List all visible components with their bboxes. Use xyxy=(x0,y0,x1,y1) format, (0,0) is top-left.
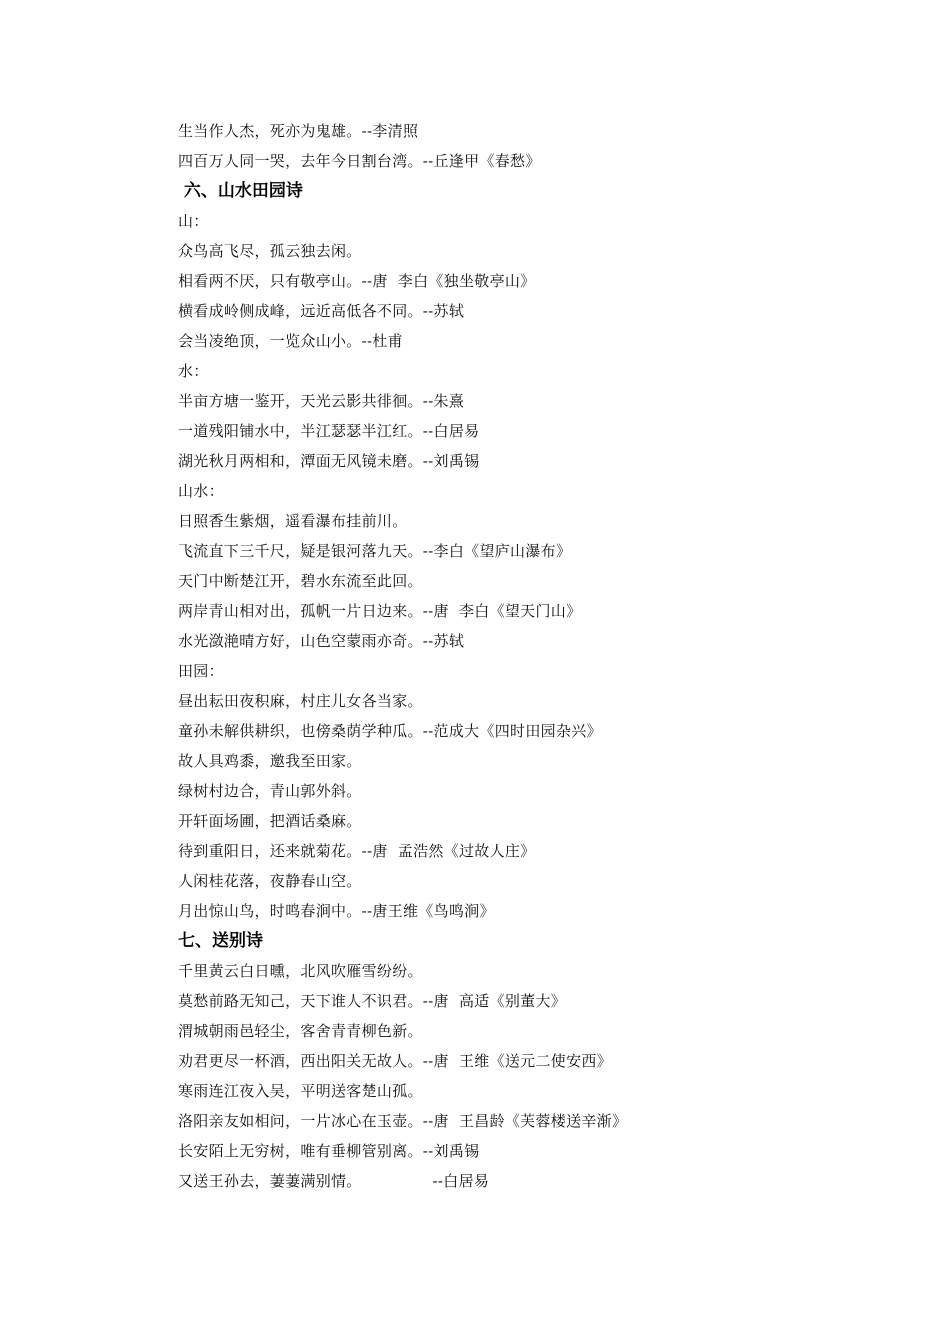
poem-line: 横看成岭侧成峰，远近高低各不同。--苏轼 xyxy=(178,302,465,320)
poem-line: 会当凌绝顶，一览众山小。--杜甫 xyxy=(178,332,403,350)
poem-line: 水： xyxy=(178,362,209,380)
poem-line: 相看两不厌，只有敬亭山。--唐 李白《独坐敬亭山》 xyxy=(178,272,536,290)
poem-line: 山水： xyxy=(178,482,224,500)
poem-line: 四百万人同一哭，去年今日割台湾。--丘逢甲《春愁》 xyxy=(178,152,541,170)
poem-line: 童孙未解供耕织，也傍桑荫学种瓜。--范成大《四时田园杂兴》 xyxy=(178,722,602,740)
poem-line: 田园： xyxy=(178,662,224,680)
poem-line: 昼出耘田夜积麻，村庄儿女各当家。 xyxy=(178,692,423,710)
poem-line: 待到重阳日，还来就菊花。--唐 孟浩然《过故人庄》 xyxy=(178,842,536,860)
poem-list xyxy=(178,116,898,1196)
poem-line: 洛阳亲友如相问，一片冰心在玉壶。--唐 王昌龄《芙蓉楼送辛渐》 xyxy=(178,1112,628,1130)
poem-line: 日照香生紫烟，遥看瀑布挂前川。 xyxy=(178,512,408,530)
poem-line: 半亩方塘一鉴开，天光云影共徘徊。--朱熹 xyxy=(178,392,465,410)
poem-line: 天门中断楚江开，碧水东流至此回。 xyxy=(178,572,423,590)
poem-line: 众鸟高飞尽，孤云独去闲。 xyxy=(178,242,362,260)
poem-line: 莫愁前路无知己，天下谁人不识君。--唐 高适《别董大》 xyxy=(178,992,567,1010)
section-heading: 七、送别诗 xyxy=(178,931,263,951)
poem-line: 飞流直下三千尺，疑是银河落九天。--李白《望庐山瀑布》 xyxy=(178,542,572,560)
poem-line: 人闲桂花落，夜静春山空。 xyxy=(178,872,362,890)
poem-line: 山： xyxy=(178,212,209,230)
poem-line: 又送王孙去，萋萋满别情。 --白居易 xyxy=(178,1172,490,1190)
poem-line: 湖光秋月两相和，潭面无风镜未磨。--刘禹锡 xyxy=(178,452,480,470)
poem-line: 水光潋滟晴方好，山色空蒙雨亦奇。--苏轼 xyxy=(178,632,465,650)
poem-line: 两岸青山相对出，孤帆一片日边来。--唐 李白《望天门山》 xyxy=(178,602,582,620)
poem-line: 生当作人杰，死亦为鬼雄。--李清照 xyxy=(178,122,419,140)
poem-line: 一道残阳铺水中，半江瑟瑟半江红。--白居易 xyxy=(178,422,480,440)
section-heading: 六、山水田园诗 xyxy=(178,181,303,201)
poem-line: 寒雨连江夜入吴，平明送客楚山孤。 xyxy=(178,1082,423,1100)
poem-line: 劝君更尽一杯酒，西出阳关无故人。--唐 王维《送元二使安西》 xyxy=(178,1052,612,1070)
poem-line: 故人具鸡黍，邀我至田家。 xyxy=(178,752,362,770)
poem-line: 渭城朝雨邑轻尘，客舍青青柳色新。 xyxy=(178,1022,423,1040)
poem-line: 长安陌上无穷树，唯有垂柳管别离。--刘禹锡 xyxy=(178,1142,480,1160)
poem-line: 月出惊山鸟，时鸣春涧中。--唐王维《鸟鸣涧》 xyxy=(178,902,495,920)
poem-line: 开轩面场圃，把酒话桑麻。 xyxy=(178,812,362,830)
poem-line: 绿树村边合，青山郭外斜。 xyxy=(178,782,362,800)
poem-line: 千里黄云白日曛，北风吹雁雪纷纷。 xyxy=(178,962,423,980)
